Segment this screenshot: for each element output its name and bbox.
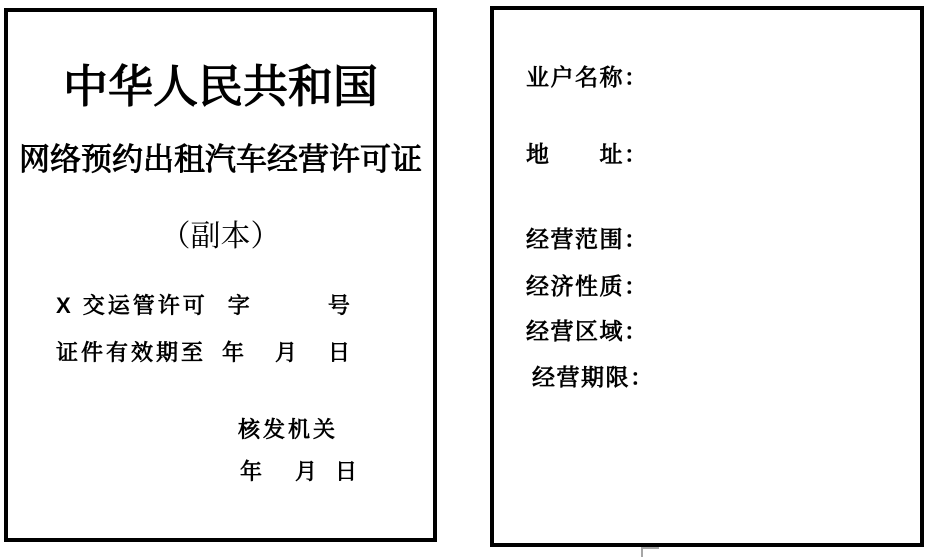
- certificate-cover-page: [4, 8, 437, 542]
- field-label-business-name: 业户名称：: [526, 64, 649, 90]
- license-title: 网络预约出租汽车经营许可证: [19, 142, 422, 177]
- issue-date-line: [240, 461, 360, 483]
- license-hao-char: 号: [327, 293, 353, 318]
- license-number-blank: [253, 312, 328, 313]
- issue-year-char: 年: [240, 459, 266, 484]
- validity-month-blank: [247, 359, 275, 360]
- issue-month-char: 月: [295, 459, 321, 484]
- issue-year-blank: [265, 478, 295, 479]
- validity-year-char: 年: [222, 340, 248, 365]
- validity-day-char: 日: [328, 340, 354, 365]
- field-label-economic-nature: 经济性质：: [526, 273, 649, 299]
- validity-day-blank: [300, 359, 328, 360]
- validity-month-char: 月: [275, 340, 301, 365]
- field-label-business-scope: 经营范围：: [526, 226, 649, 252]
- license-prefix: X 交运管许可: [56, 293, 208, 318]
- country-title: 中华人民共和国: [62, 61, 378, 112]
- license-serial-blank: [208, 312, 228, 313]
- license-zi-char: 字: [227, 293, 253, 318]
- issuer-label: 核发机关: [238, 417, 339, 442]
- field-label-operating-term: 经营期限：: [532, 364, 655, 390]
- license-number-line: [56, 295, 353, 317]
- issue-day-char: 日: [335, 459, 361, 484]
- validity-year-blank: [206, 359, 222, 360]
- copy-type-label: （副本）: [160, 220, 281, 253]
- issue-month-blank: [320, 478, 335, 479]
- certificate-info-page: [490, 6, 924, 547]
- validity-label: 证件有效期至: [56, 340, 207, 365]
- table-corner-mark: [641, 547, 659, 557]
- field-label-operating-area: 经营区域：: [526, 318, 649, 344]
- field-label-address: 地 址：: [526, 141, 649, 167]
- validity-line: [56, 342, 353, 364]
